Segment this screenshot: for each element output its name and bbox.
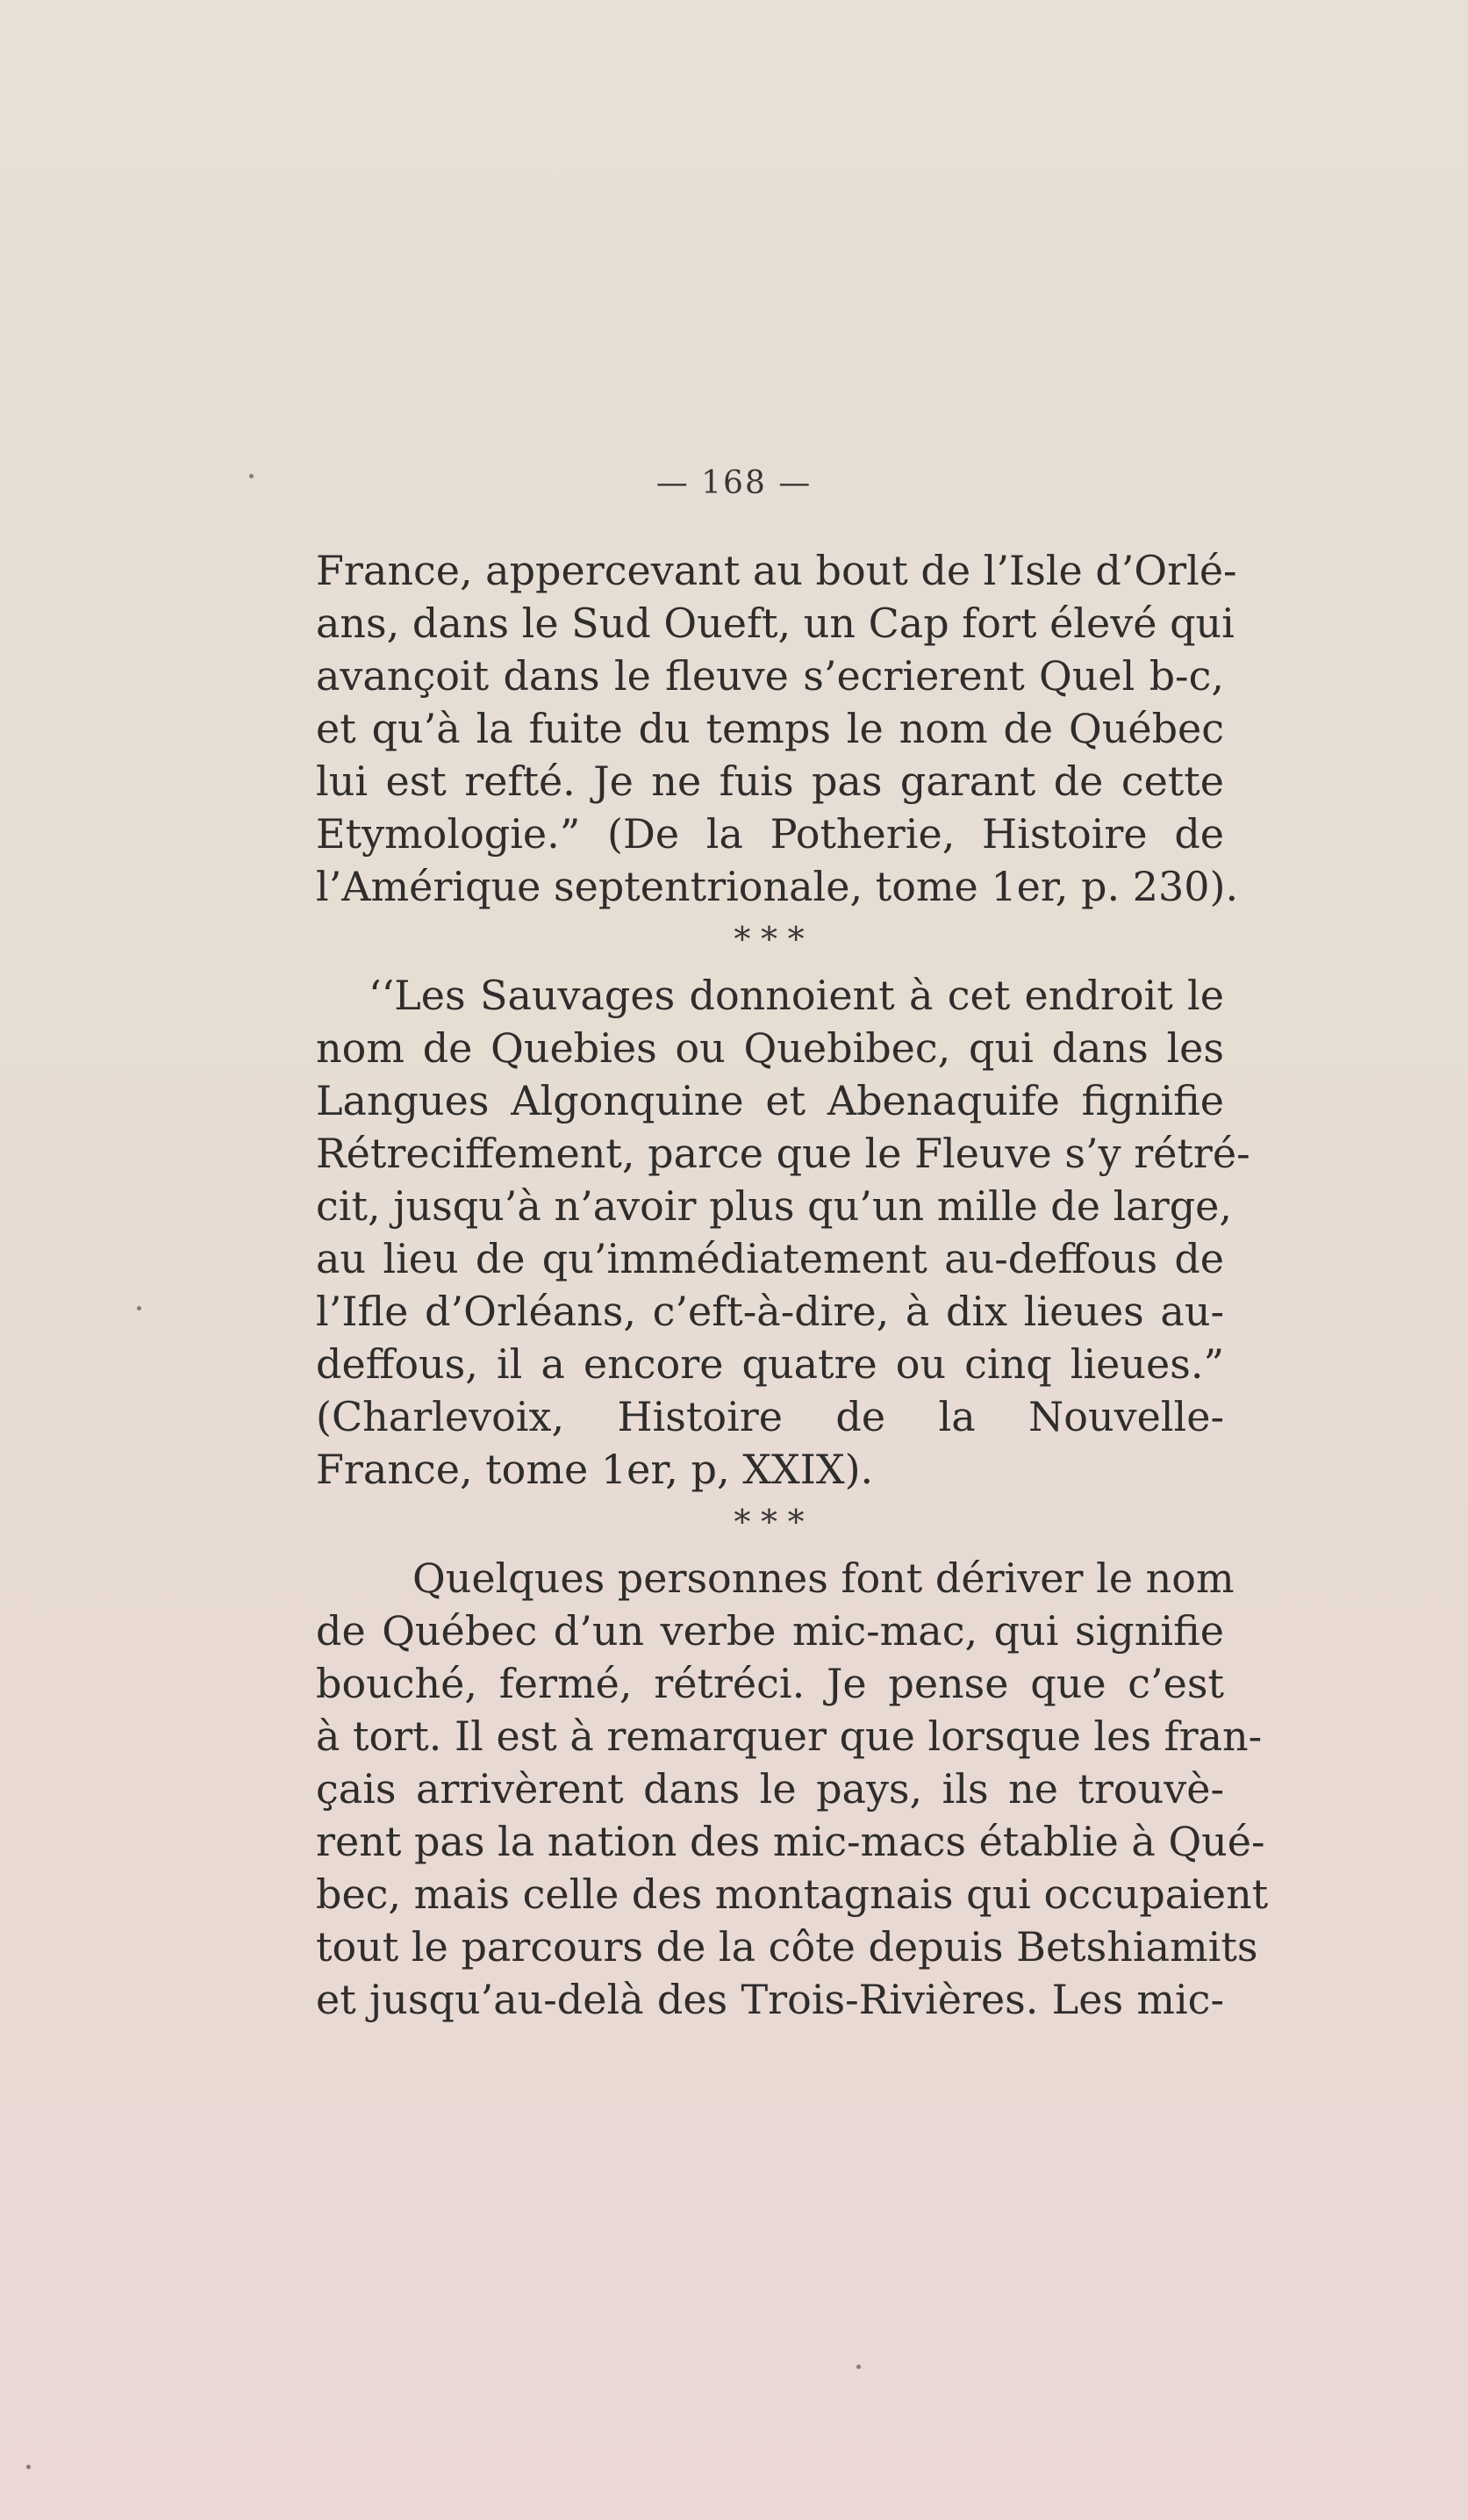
text-line: bouché, fermé, rétréci. Je pense que c’est (316, 1660, 1224, 1707)
text-line: l’Ifle d’Orléans, c’eft-à-dire, à dix lieues au- (316, 1288, 1224, 1335)
text-line: France, tome 1er, p, XXIX). (316, 1446, 874, 1493)
body-text (316, 544, 1269, 2026)
text-line: tout le parcours de la côte depuis Betshiamits (316, 1923, 1258, 1971)
text-line: l’Amérique septentrionale, tome 1er, p. 230). (316, 863, 1239, 910)
text-line: et jusqu’au-delà des Trois-Rivières. Les mic- (316, 1976, 1224, 2023)
text-line: de Québec d’un verbe mic-mac, qui signifie (316, 1607, 1224, 1655)
text-line: çais arrivèrent dans le pays, ils ne trouvè- (316, 1765, 1224, 1813)
paper-speck (249, 474, 254, 478)
text-line: cit, jusqu’à n’avoir plus qu’un mille de large, (316, 1182, 1233, 1230)
text-line: lui est refté. Je ne fuis pas garant de cette (316, 757, 1224, 805)
text-line: avançoit dans le fleuve s’ecrierent Quel b-c, (316, 652, 1224, 700)
text-line: ‘‘Les Sauvages donnoient à cet endroit le (369, 972, 1224, 1019)
text-line: nom de Quebies ou Quebibec, qui dans les (316, 1024, 1224, 1072)
text-line: au lieu de qu’immédiatement au-deffous de (316, 1235, 1224, 1282)
text-line: Langues Algonquine et Abenaquife fignifie (316, 1077, 1224, 1124)
text-line: (Charlevoix, Histoire de la Nouvelle- (316, 1393, 1224, 1440)
text-line: ans, dans le Sud Oueft, un Cap fort élevé qui (316, 599, 1235, 647)
page-number: — 168 — (655, 465, 813, 501)
paragraph-3 (316, 1552, 1269, 2026)
paper-speck (26, 2465, 31, 2469)
text-line: Quelques personnes font dériver le nom (412, 1554, 1235, 1602)
text-line: France, appercevant au bout de l’Isle d’Orlé- (316, 547, 1237, 594)
paper-speck (856, 2365, 861, 2369)
text-line: rent pas la nation des mic-macs établie à Qué- (316, 1818, 1265, 1865)
paragraph-2 (316, 969, 1250, 1496)
text-line: Etymologie.” (De la Potherie, Histoire de (316, 810, 1224, 858)
text-line: Rétreciffement, parce que le Fleuve s’y rétré- (316, 1130, 1250, 1177)
paper-speck (137, 1306, 141, 1310)
text-line: et qu’à la fuite du temps le nom de Québec (316, 705, 1224, 752)
section-separator-2: * * * (734, 1503, 806, 1541)
text-line: deffous, il a encore quatre ou cinq lieues.” (316, 1340, 1224, 1388)
text-line: bec, mais celle des montagnais qui occupaient (316, 1870, 1269, 1918)
text-line: à tort. Il est à remarquer que lorsque les fran- (316, 1712, 1263, 1760)
paragraph-1 (316, 544, 1239, 913)
section-separator-1: * * * (734, 920, 806, 958)
